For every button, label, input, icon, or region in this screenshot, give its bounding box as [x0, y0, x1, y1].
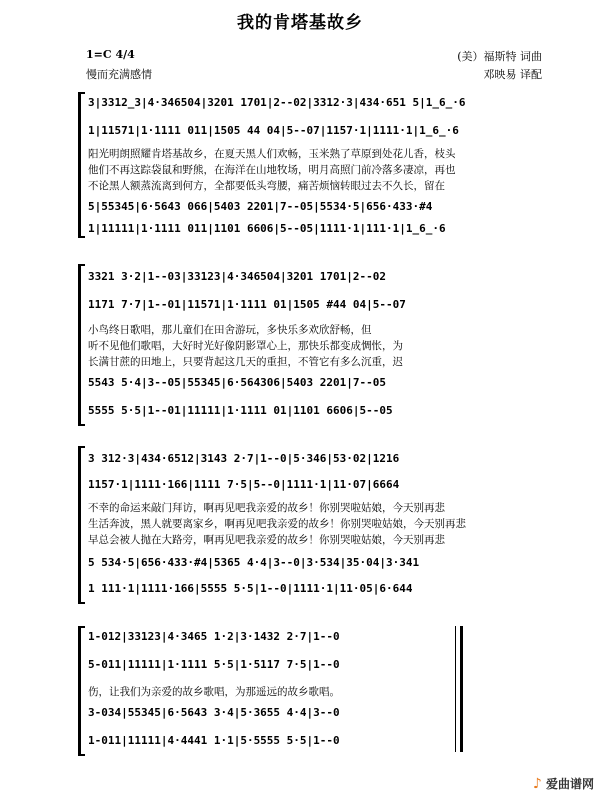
key-signature: 1=C 4/4: [86, 48, 135, 61]
lyric-verse-2: 听不见他们歌唱，大好时光好像阴影罩心上，那快乐都变成惆怅，为: [88, 340, 403, 352]
lyric-verse-2: 生活奔波，黑人就要离家乡，啊再见吧我亲爱的故乡！你别哭啦姑娘，今天别再悲: [88, 518, 466, 530]
staff-bracket: [78, 264, 85, 426]
tempo-marking: 慢而充满感情: [86, 68, 152, 81]
harmony-line: 5-011|11111|1·1111 5·5|1·5117 7·5|1--0: [88, 658, 340, 671]
bass-line: 1-011|11111|4·4441 1·1|5·5555 5·5|1--0: [88, 734, 340, 747]
lyric-verse-1: 小鸟终日歌唱，那儿童们在田舍游玩，多快乐多欢欣舒畅，但: [88, 324, 372, 336]
watermark-text: 爱曲谱网: [545, 777, 594, 791]
final-barline: [455, 626, 463, 752]
melody-line: 3 312·3|434·6512|3143 2·7|1--0|5·346|53·02|1216: [88, 452, 400, 465]
bass-line: 1|11111|1·1111 011|1101 6606|5--05|1111·1|111·1|1̲6̲·6: [88, 222, 446, 235]
arranger-credit: 邓映易 译配: [483, 68, 542, 81]
lyric-verse-2: 他们不再这踪袋鼠和野熊，在海洋在山地牧场，明月高照门前冷落多凄凉，再也: [88, 164, 456, 176]
staff-bracket: [78, 92, 85, 238]
melody-line: 3321 3·2|1--03|33123|4·346504|3201 1701|2--02: [88, 270, 387, 283]
melody-line: 3|3312̲3|4·346504|3201 1701|2--02|3312·3|434·651 5|1̲6̲·6: [88, 96, 466, 109]
staff-bracket: [78, 626, 85, 756]
lyricist-credit: (美）福斯特 词曲: [457, 50, 542, 63]
lyric-verse-3: 长满甘蔗的田地上，只要背起这几天的重担，不管它有多么沉重，迟: [88, 356, 403, 368]
lyric-verse-3: 早总会被人抛在大路旁，啊再见吧我亲爱的故乡！你别哭啦姑娘，今天别再悲: [88, 534, 445, 546]
harmony-line: 1171 7·7|1--01|11571|1·1111 01|1505 #44 04|5--07: [88, 298, 406, 311]
tenor-line: 5|55345|6·5643 066|5403 2201|7--05|5534·5|656·433·#4: [88, 200, 433, 213]
bass-line: 1 111·1|1111·166|5555 5·5|1--0|1111·1|11·05|6·644: [88, 582, 413, 595]
bass-line: 5555 5·5|1--01|11111|1·1111 01|1101 6606|5--05: [88, 404, 393, 417]
staff-bracket: [78, 446, 85, 604]
lyric-verse-1: 不幸的命运来敲门拜访，啊再见吧我亲爱的故乡！你别哭啦姑娘，今天别再悲: [88, 502, 445, 514]
melody-line: 1-012|33123|4·3465 1·2|3·1432 2·7|1--0: [88, 630, 340, 643]
tenor-line: 5 534·5|656·433·#4|5365 4·4|3--0|3·534|35·04|3·341: [88, 556, 420, 569]
site-watermark: [533, 775, 594, 792]
harmony-line: 1|11571|1·1111 011|1505 44 04|5--07|1157·1|1111·1|1̲6̲·6: [88, 124, 459, 137]
lyric-verse-3: 不论黑人额蒸流离到何方，全都要低头弯腰，痛苦烦恼转眼过去不久长，留在: [88, 180, 445, 192]
tenor-line: 3-034|55345|6·5643 3·4|5·3655 4·4|3--0: [88, 706, 340, 719]
tenor-line: 5543 5·4|3--05|55345|6·564306|5403 2201|7--05: [88, 376, 387, 389]
harmony-line: 1157·1|1111·166|1111 7·5|5--0|1111·1|11·07|6664: [88, 478, 400, 491]
music-note-icon: ♪: [532, 776, 542, 792]
lyric-verse-1: 伤，让我们为亲爱的故乡歌唱，为那遥远的故乡歌唱。: [88, 686, 340, 698]
song-title: 我的肯塔基故乡: [237, 13, 363, 33]
lyric-verse-1: 阳光明朗照耀肯塔基故乡，在夏天黑人们欢畅，玉米熟了草原到处花儿香，枝头: [88, 148, 456, 160]
